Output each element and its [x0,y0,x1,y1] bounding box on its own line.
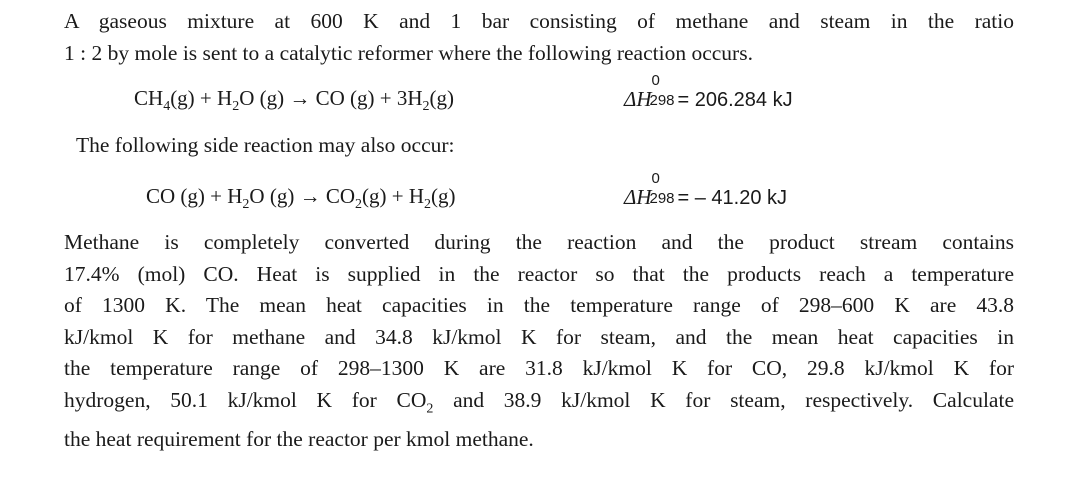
side-reaction-label: The following side reaction may also occur: [76,133,455,157]
intro-line-2: 1 : 2 by mole is sent to a catalytic reformer where the following reaction occurs. [64,40,753,65]
reaction-1-equation: $CH_4(g) + H_2O$ (g) → CO $(g) + 3H_2(g)$ [134,86,455,115]
body-line-4: kJ/kmol K for methane and 34.8 kJ/kmol K for steam, and the mean heat capacities in [64,324,1014,349]
body-line-3: of 1300 K. The mean heat capacities in the temperature range of 298–600 K are 43.8 [64,293,1014,317]
body-line-7: the heat requirement for the reactor per kmol methane. [64,427,534,452]
body-line-2: 17.4% (mol) CO. Heat is supplied in the reactor so that the products reach a temperature [64,261,1014,286]
reaction-2-enthalpy: ΔH 0 298 = – 41.20 kJ [624,170,788,209]
body-line-6: hydrogen, 50.1 kJ/kmol K for $CO_2$ and 38.9 kJ/kmol K for steam, respectively. Calculate [64,387,1014,416]
reaction-2-equation: CO $(g) + H_2O$ $(g) \to CO_2(g) + H_2(g)$ [146,184,456,213]
body-line-1: Methane is completely converted during the reaction and the product stream contains [64,230,1014,254]
body-line-5: the temperature range of 298–1300 K are 31.8 kJ/kmol K for CO, 29.8 kJ/kmol K for [64,356,1014,380]
intro-paragraph [64,6,1014,69]
intro-line-1: A gaseous mixture at 600 K and 1 bar consisting of methane and steam in the ratio [64,9,1014,33]
problem-body-paragraph [64,227,1014,456]
reaction-1-enthalpy: ΔH 0 298 = 206.284 kJ [624,72,793,111]
